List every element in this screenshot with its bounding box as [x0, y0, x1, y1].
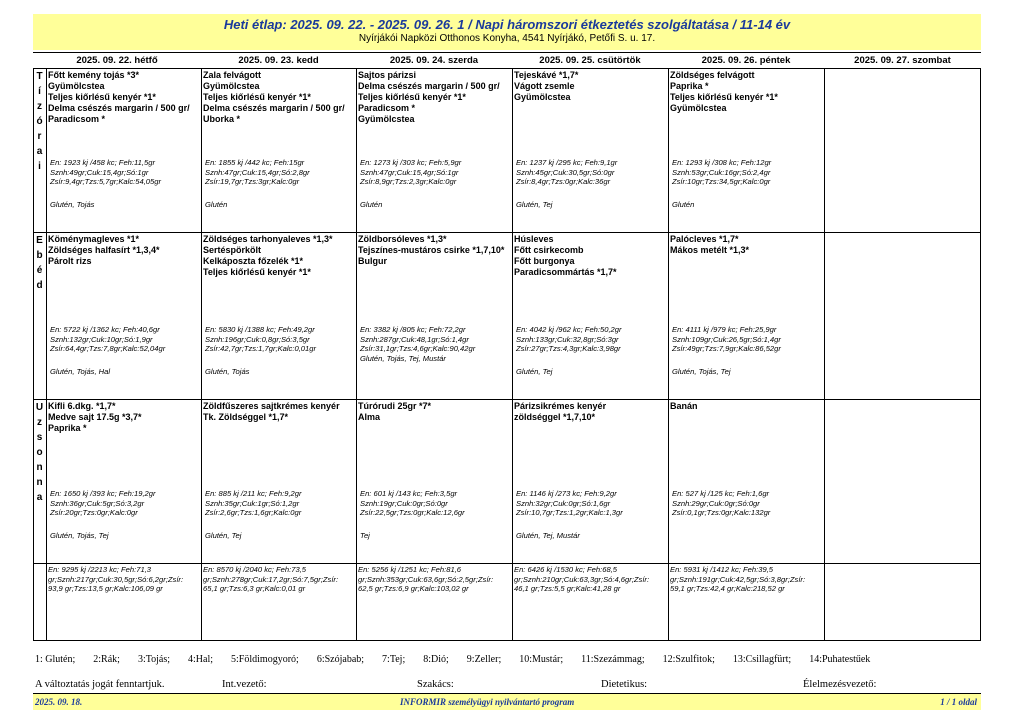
allergen-legend-item: 4:Hal; [188, 654, 214, 665]
rights-note: A változtatás jogát fenntartjuk. [35, 679, 165, 690]
dish-list [203, 401, 353, 423]
dish-item: Főtt csirkecomb [514, 245, 584, 255]
allergen-info: Glutén, Tej [205, 531, 242, 540]
nutrition-info: En: 1855 kj /442 kc; Feh:15gr Sznh:47gr;Cuk:15,4gr;Só:2,8gr Zsír:19,7gr;Tzs:3gr;Kalc:0gr [205, 158, 310, 186]
dish-item: Teljes kiőrlésű kenyér *1* [203, 92, 311, 102]
dish-list [48, 401, 198, 434]
dish-list [48, 234, 198, 267]
kitchen-address: Nyírjákói Napközi Otthonos Konyha, 4541 Nyírjákó, Petőfi S. u. 17. [358, 33, 656, 44]
allergen-info: Glutén, Tej [516, 367, 553, 376]
page-number: 1 / 1 oldal [940, 697, 977, 707]
dish-item: Zöldséges felvágott [670, 70, 755, 80]
dish-item: Gyümölcstea [358, 114, 415, 124]
nutrition-info: En: 5722 kj /1362 kc; Feh:40,6gr Sznh:132gr;Cuk:10gr;Só:1,9gr Zsír:64,4gr;Tzs:7,8gr;Kalc:52,04gr [50, 325, 166, 353]
dish-item: Paradicsom * [358, 103, 416, 113]
allergen-info: Glutén [672, 200, 695, 209]
menu-cell [670, 70, 820, 230]
day-header: 2025. 09. 23. kedd [238, 55, 319, 66]
dish-item: Főtt kemény tojás *3* [48, 70, 140, 80]
menu-cell [48, 234, 198, 397]
dish-item: Párolt rizs [48, 256, 92, 266]
dish-item: Teljes kiőrlésű kenyér *1* [670, 92, 778, 102]
dish-item: Túrórudi 25gr *7* [358, 401, 432, 411]
dish-item: Tk. Zöldséggel *1,7* [203, 412, 289, 422]
column-divider [668, 68, 669, 641]
page-footer [33, 693, 981, 710]
nutrition-info: En: 1923 kj /458 kc; Feh:11,5gr Sznh:49gr;Cuk:15,4gr;Só:1gr Zsír:9,4gr;Tzs:5,7gr;Kalc:54,05gr [50, 158, 161, 186]
daily-total: En: 5256 kj /1251 kc; Feh:81,6 gr;Sznh:353gr;Cuk:63,6gr;Só:2,5gr;Zsír: 62,5 gr;Tzs:6,9 gr;Kalc:103,02 gr [358, 565, 494, 593]
day-header: 2025. 09. 24. szerda [389, 55, 479, 66]
dish-list [670, 234, 820, 256]
nutrition-info: En: 885 kj /211 kc; Feh:9,2gr Sznh:35gr;Cuk:1gr;Só:1,2gr Zsír:2,6gr;Tzs:1,6gr;Kalc:0gr [205, 489, 302, 517]
dish-item: Tejszínes-mustáros csirke *1,7,10* [358, 245, 505, 255]
dish-list [358, 234, 508, 267]
dish-list [670, 401, 820, 412]
program-name: INFORMIR személyügyi nyilvántartó program [400, 697, 575, 707]
dish-item: Zala felvágott [203, 70, 262, 80]
allergen-info: Glutén, Tojás, Tej [672, 367, 731, 376]
allergen-legend [35, 654, 888, 665]
menu-cell [358, 70, 508, 230]
allergen-legend-item: 9:Zeller; [466, 654, 502, 665]
row-divider [33, 399, 981, 400]
dish-item: Köménymagleves *1* [48, 234, 140, 244]
dish-item: Mákos metélt *1,3* [670, 245, 750, 255]
menu-cell [670, 234, 820, 397]
dish-item: Paradicsom * [48, 114, 106, 124]
dish-list [670, 70, 820, 114]
dish-list [203, 70, 353, 125]
daily-total: En: 5931 kj /1412 kc; Feh:39,5 gr;Sznh:191gr;Cuk:42,5gr;Só:3,8gr;Zsír: 59,1 gr;Tzs:42,4 gr;Kalc:218,52 gr [670, 565, 806, 593]
daily-total: En: 6426 kj /1530 kc; Feh:68,5 gr;Sznh:210gr;Cuk:63,3gr;Só:4,6gr;Zsír: 46,1 gr;Tzs:5,5 gr;Kalc:41,28 gr [514, 565, 650, 593]
dish-item: Zöldséges halfasírt *1,3,4* [48, 245, 160, 255]
meal-label: E b é d [36, 235, 43, 291]
dish-item: Zöldborsóleves *1,3* [358, 234, 447, 244]
cook-signature-label: Szakács: [417, 679, 454, 690]
dish-item: Főtt burgonya [514, 256, 575, 266]
dish-item: Párizsikrémes kenyér [514, 401, 607, 411]
menu-cell [48, 401, 198, 561]
dish-item: Kelkáposzta főzelék *1* [203, 256, 304, 266]
daily-total: En: 9295 kj /2213 kc; Feh:71,3 gr;Sznh:217gr;Cuk:30,5gr;Só:6,2gr;Zsír: 93,9 gr;Tzs:13,5 gr;Kalc:106,09 gr [48, 565, 184, 593]
dish-item: Gyümölcstea [670, 103, 727, 113]
menu-cell [670, 401, 820, 561]
dish-item: Teljes kiőrlésű kenyér *1* [203, 267, 311, 277]
allergen-info: Glutén, Tojás, Tej [50, 531, 109, 540]
column-divider [201, 68, 202, 641]
menu-cell [203, 401, 353, 561]
nutrition-info: En: 1146 kj /273 kc; Feh:9,2gr Sznh:32gr;Cuk:0gr;Só:1,6gr Zsír:10,7gr;Tzs:1,2gr;Kalc:1,3gr [516, 489, 623, 517]
dish-item: Zöldfűszeres sajtkrémes kenyér [203, 401, 340, 411]
dish-list [358, 70, 508, 125]
dish-item: Húsleves [514, 234, 554, 244]
dish-item: Teljes kiőrlésű kenyér *1* [358, 92, 466, 102]
allergen-legend-item: 11:Szezámmag; [581, 654, 645, 665]
allergen-legend-item: 3:Tojás; [137, 654, 171, 665]
allergen-legend-item: 2:Rák; [93, 654, 120, 665]
dish-list [514, 70, 664, 103]
column-divider [824, 68, 825, 641]
allergen-legend-item: 7:Tej; [382, 654, 406, 665]
row-divider [33, 563, 981, 564]
column-divider [46, 68, 47, 641]
day-header-row [33, 52, 981, 69]
dish-item: zöldséggel *1,7,10* [514, 412, 596, 422]
allergen-legend-item: 8:Dió; [423, 654, 449, 665]
dish-item: Alma [358, 412, 381, 422]
nutrition-info: En: 5830 kj /1388 kc; Feh:49,2gr Sznh:196gr;Cuk:0,8gr;Só:3,5gr Zsír:42,7gr;Tzs:1,7gr;Kalc:0,01gr [205, 325, 316, 353]
dish-item: Palócleves *1,7* [670, 234, 739, 244]
manager-signature-label: Int.vezető: [222, 679, 267, 690]
dietitian-signature-label: Dietetikus: [601, 679, 648, 690]
column-divider [356, 68, 357, 641]
dish-item: Tejeskávé *1,7* [514, 70, 579, 80]
dish-item: Kifli 6.dkg. *1,7* [48, 401, 116, 411]
allergen-info: Glutén, Tej [516, 200, 553, 209]
day-header: 2025. 09. 22. hétfő [76, 55, 158, 66]
allergen-legend-item: 12:Szulfitok; [662, 654, 715, 665]
dish-item: Bulgur [358, 256, 387, 266]
nutrition-info: En: 1650 kj /393 kc; Feh:19,2gr Sznh:36gr;Cuk:5gr;Só:3,2gr Zsír:20gr;Tzs:0gr;Kalc:0gr [50, 489, 156, 517]
nutrition-info: En: 601 kj /143 kc; Feh:3,5gr Sznh:19gr;Cuk:0gr;Só:0gr Zsír:22,5gr;Tzs:0gr;Kalc:12,6gr [360, 489, 465, 517]
dish-item: Delma csészés margarin / 500 gr/ [358, 81, 500, 91]
menu-cell [514, 234, 664, 397]
nutrition-info: En: 1273 kj /303 kc; Feh:5,9gr Sznh:47gr;Cuk:15,4gr;Só:1gr Zsír:8,9gr;Tzs:2,3gr;Kalc:0gr [360, 158, 462, 186]
row-divider [33, 232, 981, 233]
allergen-legend-item: 10:Mustár; [519, 654, 564, 665]
day-header: 2025. 09. 25. csütörtök [539, 55, 641, 66]
menu-cell [358, 401, 508, 561]
allergen-legend-item: 14:Puhatestűek [809, 654, 871, 665]
day-header: 2025. 09. 27. szombat [854, 55, 951, 66]
daily-total [826, 565, 976, 635]
dish-item: Paradicsommártás *1,7* [514, 267, 617, 277]
menu-cell [826, 70, 976, 230]
nutrition-info: En: 3382 kj /805 kc; Feh:72,2gr Sznh:287gr;Cuk:48,1gr;Só:1,4gr Zsír:31,1gr;Tzs:4,6gr;Kalc:90,42gr Glutén, Tojás, Tej, Mustár [360, 325, 476, 363]
dish-item: Uborka * [203, 114, 241, 124]
menu-cell [826, 401, 976, 561]
nutrition-info: En: 4042 kj /962 kc; Feh:50,2gr Sznh:133gr;Cuk:32,8gr;Só:3gr Zsír:27gr;Tzs:4,3gr;Kalc:3,98gr [516, 325, 622, 353]
menu-cell [203, 234, 353, 397]
menu-title: Heti étlap: 2025. 09. 22. - 2025. 09. 26. 1 / Napi háromszori étkeztetés szolgáltatása / 11-14 év [223, 17, 791, 32]
dish-item: Zöldséges tarhonyaleves *1,3* [203, 234, 333, 244]
dish-item: Gyümölcstea [48, 81, 105, 91]
allergen-legend-item: 6:Szójabab; [316, 654, 365, 665]
allergen-info: Glutén [360, 200, 383, 209]
nutrition-info: En: 527 kj /125 kc; Feh:1,6gr Sznh:29gr;Cuk:0gr;Só:0gr Zsír:0,1gr;Tzs:0gr;Kalc:132gr [672, 489, 771, 517]
print-date: 2025. 09. 18. [35, 697, 83, 707]
dish-item: Medve sajt 17.5g *3,7* [48, 412, 142, 422]
dish-item: Paprika * [670, 81, 709, 91]
daily-total: En: 8570 kj /2040 kc; Feh:73,5 gr;Sznh:278gr;Cuk:17,2gr;Só:7,5gr;Zsír: 65,1 gr;Tzs:6,3 gr;Kalc:0,01 gr [203, 565, 339, 593]
dish-item: Sajtos párizsi [358, 70, 417, 80]
nutrition-info: En: 4111 kj /979 kc; Feh:25,9gr Sznh:109gr;Cuk:26,5gr;Só:1,4gr Zsír:49gr;Tzs:7,9gr;Kalc:86,52gr [672, 325, 781, 353]
dish-item: Gyümölcstea [514, 92, 571, 102]
allergen-legend-item: 5:Földimogyoró; [231, 654, 299, 665]
column-divider [512, 68, 513, 641]
dish-list [358, 401, 508, 423]
menu-cell [203, 70, 353, 230]
allergen-legend-item: 13:Csillagfürt; [732, 654, 792, 665]
allergen-info: Glutén, Tojás [205, 367, 250, 376]
dish-item: Vágott zsemle [514, 81, 575, 91]
allergen-legend-item: 1: Glutén; [35, 654, 76, 665]
menu-cell [358, 234, 508, 397]
dish-list [48, 70, 198, 125]
menu-header [33, 14, 981, 50]
nutrition-info: En: 1237 kj /295 kc; Feh:9,1gr Sznh:45gr;Cuk:30,5gr;Só:0gr Zsír:8,4gr;Tzs:0gr;Kalc:36gr [516, 158, 618, 186]
allergen-info: Tej [360, 531, 370, 540]
dish-list [514, 401, 664, 423]
day-header: 2025. 09. 26. péntek [701, 55, 791, 66]
allergen-info: Glutén [205, 200, 228, 209]
allergen-info: Glutén, Tej, Mustár [516, 531, 580, 540]
menu-cell [826, 234, 976, 397]
dish-item: Delma csészés margarin / 500 gr/ [48, 103, 190, 113]
dish-item: Paprika * [48, 423, 87, 433]
dish-item: Teljes kiőrlésű kenyér *1* [48, 92, 156, 102]
nutrition-info: En: 1293 kj /308 kc; Feh:12gr Sznh:53gr;Cuk:16gr;Só:2,4gr Zsír:10gr;Tzs:34,5gr;Kalc:0gr [672, 158, 772, 186]
menu-cell [514, 70, 664, 230]
dish-item: Gyümölcstea [203, 81, 260, 91]
menu-cell [514, 401, 664, 561]
meal-label: U z s o n n a [35, 402, 44, 503]
menu-cell [48, 70, 198, 230]
dish-list [514, 234, 664, 278]
allergen-info: Glutén, Tojás, Hal [50, 367, 111, 376]
dish-item: Banán [670, 401, 698, 411]
meal-label: T í z ó r a i [36, 71, 43, 172]
allergen-info: Glutén, Tojás [50, 200, 95, 209]
dish-list [203, 234, 353, 278]
dish-item: Delma csészés margarin / 500 gr/ [203, 103, 345, 113]
dish-item: Sertéspörkölt [203, 245, 262, 255]
food-manager-signature-label: Élelmezésvezető: [803, 679, 877, 690]
